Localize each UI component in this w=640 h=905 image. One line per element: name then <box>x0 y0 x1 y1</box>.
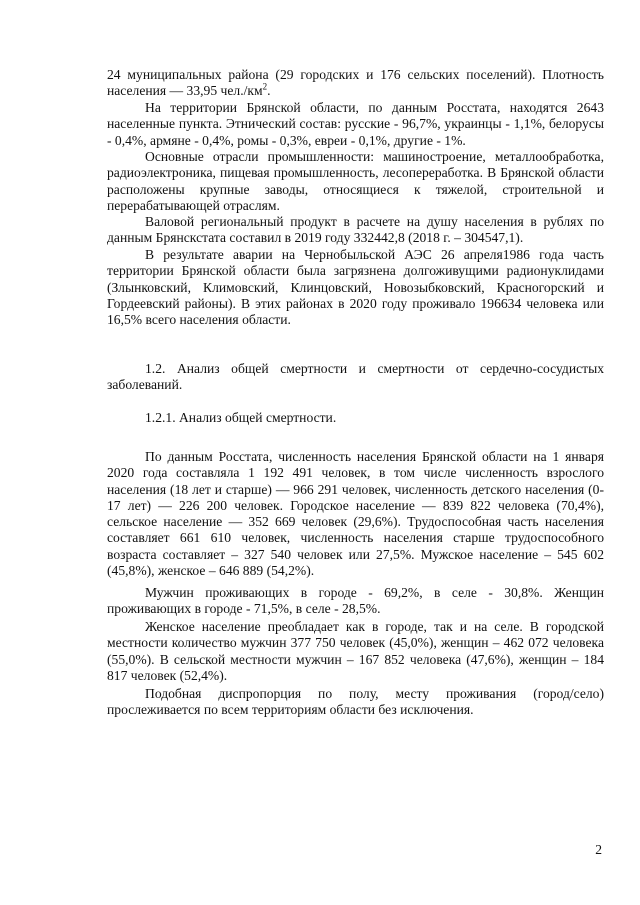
page-number: 2 <box>595 842 602 857</box>
paragraph-grp: Валовой региональный продукт в расчете на душу населения в рублях по данным Брянскстата составил в 2019 году 332442,8 (2018 г. – 304547,1). <box>107 214 604 246</box>
paragraph-tail: . <box>267 83 271 99</box>
paragraph-text: 24 муниципальных района (29 городских и 176 сельских поселений). Плотность населения — 33,95 чел./км <box>107 67 604 99</box>
paragraph-chernobyl: В результате аварии на Чернобыльской АЭС 26 апреля1986 года часть территории Брянской области была загрязнена долгоживущими радионуклидами (Злынковский, Климовский, Клинцовский, Новозыбковский, Красногорский и Гордеевский районы). В этих районах в 2020 году проживало 196634 человека или 16,5% всего населения области. <box>107 247 604 328</box>
paragraph-men-women-urban: Мужчин проживающих в городе - 69,2%, в селе - 30,8%. Женщин проживающих в городе - 71,5%, в селе - 28,5%. <box>107 585 604 617</box>
paragraph-industry: Основные отрасли промышленности: машиностроение, металлообработка, радиоэлектроника, пищевая промышленность, лесопереработка. В Брянской области расположены крупные заводы, относящиеся к тяжелой, строительной и перерабатывающей отраслям. <box>107 149 604 213</box>
paragraph-population: По данным Росстата, численность населения Брянской области на 1 января 2020 года составляла 1 192 491 человек, в том числе численность взрослого населения (18 лет и старше) — 966 291 человек, численность детского населения (0-17 лет) — 226 200 человек. Городское население — 839 822 человека (70,4%), сельское население — 352 669 человек (29,6%). Трудоспособная часть населения составляет 661 610 человек, численность населения старше трудоспособного возраста составляет – 327 540 человек или 27,5%. Мужское население – 545 602 (45,8%), женское – 646 889 (54,2%). <box>107 449 604 579</box>
paragraph-settlements-ethnic: На территории Брянской области, по данным Росстата, находятся 2643 населенные пункта. Этнический состав: русские - 96,7%, украинцы - 1,1%, белорусы - 0,4%, армяне - 0,4%, ромы - 0,3%, евреи - 0,1%, другие - 1%. <box>107 100 604 148</box>
superscript-2: 2 <box>262 81 268 92</box>
section-heading-1-2: 1.2. Анализ общей смертности и смертности от сердечно-сосудистых заболеваний. <box>107 361 604 393</box>
paragraph-municipal-districts <box>107 67 604 100</box>
paragraph-disproportion: Подобная диспропорция по полу, месту проживания (город/село) прослеживается по всем территориям области без исключения. <box>107 686 604 718</box>
section-heading-1-2-1: 1.2.1. Анализ общей смертности. <box>145 410 337 425</box>
paragraph-female-predominance: Женское население преобладает как в городе, так и на селе. В городской местности количество мужчин 377 750 человек (45,0%), женщин – 462 072 человека (55,0%). В сельской местности мужчин – 167 852 человека (47,6%), женщин – 184 817 человек (52,4%). <box>107 619 604 683</box>
